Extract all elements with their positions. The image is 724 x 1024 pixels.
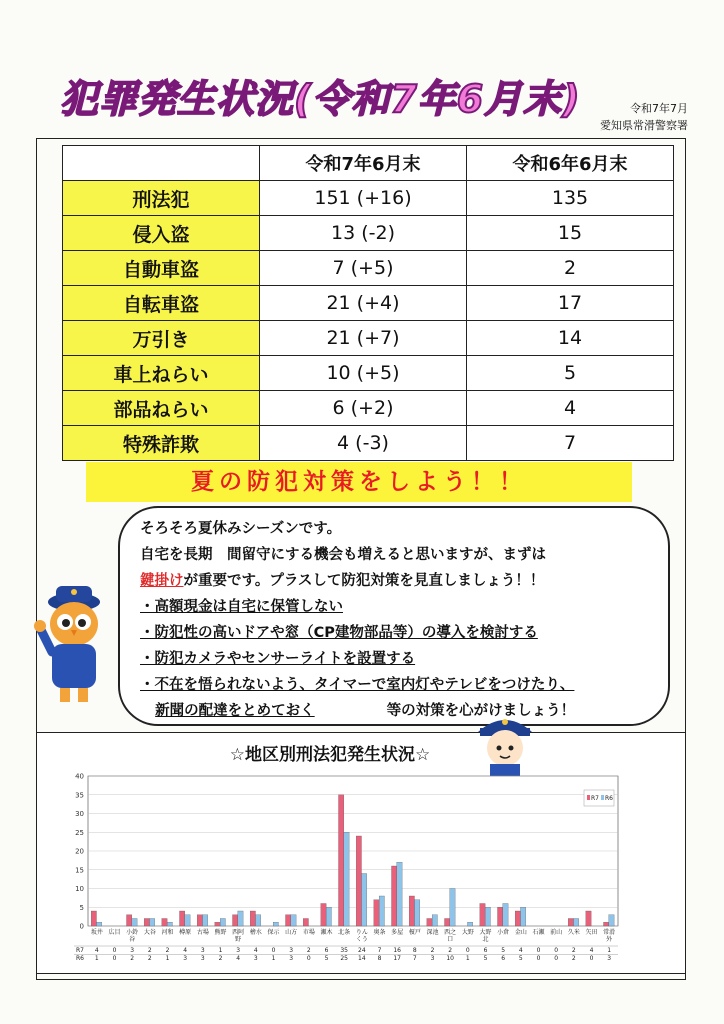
- data-label: 0: [554, 955, 559, 962]
- lock-keyword: 鍵掛け: [140, 573, 184, 589]
- data-label: 1: [218, 947, 223, 954]
- x-tick-label: 深池: [426, 929, 439, 936]
- x-tick-label: 多屋: [391, 929, 404, 936]
- data-label: 0: [306, 955, 311, 962]
- x-tick-label: 小倉: [497, 929, 510, 936]
- x-tick-label: 河和: [161, 929, 174, 936]
- x-tick-label: 奥条: [373, 929, 386, 936]
- bar-r7: [321, 904, 326, 927]
- bar-r7: [144, 919, 149, 927]
- x-tick-label: 坂井: [90, 929, 103, 936]
- summer-banner: 夏の防犯対策をしよう！！: [86, 462, 632, 502]
- data-label: 0: [271, 947, 276, 954]
- data-label: 3: [253, 955, 258, 962]
- data-label: 16: [393, 947, 401, 954]
- bar-r7: [215, 922, 220, 926]
- y-tick-label: 40: [75, 772, 84, 781]
- x-tick-label: 石瀬: [532, 929, 545, 936]
- crime-category: 車上ねらい: [63, 356, 260, 391]
- data-label: 4: [236, 955, 241, 962]
- r7-count: 4 (-3): [260, 426, 467, 461]
- data-label: 6: [483, 947, 488, 954]
- issue-date: 令和7年7月: [630, 102, 688, 115]
- data-label: 4: [253, 947, 258, 954]
- data-label: 0: [536, 947, 541, 954]
- data-label: 17: [393, 955, 401, 962]
- data-label: 0: [554, 947, 559, 954]
- data-label: 1: [165, 955, 170, 962]
- data-row-label: R6: [76, 955, 84, 962]
- advice-bullet: ・防犯カメラやセンサーライトを設置する: [140, 651, 416, 667]
- x-tick-label: 矢田: [585, 929, 598, 936]
- r7-count: 151 (+16): [260, 181, 467, 216]
- crime-category: 自動車盗: [63, 251, 260, 286]
- x-tick-label: 北条: [338, 929, 351, 936]
- police-owl-mascot-icon: [34, 572, 114, 712]
- data-label: 1: [465, 955, 470, 962]
- crime-category: 万引き: [63, 321, 260, 356]
- y-tick-label: 35: [75, 791, 84, 800]
- r7-count: 13 (-2): [260, 216, 467, 251]
- bar-r6: [96, 922, 101, 926]
- x-tick-label: 西阿野: [232, 929, 245, 943]
- bar-r6: [238, 911, 243, 926]
- advice-text: 新聞の配達をとめておく: [155, 703, 315, 719]
- x-tick-label: 大野北: [479, 929, 492, 943]
- data-label: 0: [589, 955, 594, 962]
- page-title: 犯罪発生状況(令和7年6月末): [60, 77, 581, 121]
- data-label: 2: [165, 947, 170, 954]
- table-header-row: [63, 146, 674, 181]
- y-tick-label: 10: [75, 885, 84, 893]
- x-tick-label: 瀬木: [320, 929, 333, 936]
- x-tick-label: 榎戸: [408, 929, 421, 936]
- header-blank-cell: [63, 146, 260, 181]
- bar-r6: [503, 904, 508, 927]
- data-label: 3: [289, 947, 294, 954]
- y-tick-label: 30: [75, 810, 84, 818]
- bar-r7: [250, 911, 255, 926]
- data-label: 6: [324, 947, 329, 954]
- data-label: 24: [358, 947, 366, 954]
- bar-r6: [273, 922, 278, 926]
- data-label: 0: [112, 947, 117, 954]
- header-r7: 令和7年6月末: [260, 146, 467, 181]
- legend-label: R7: [591, 795, 599, 802]
- x-tick-label: 西之口: [444, 929, 457, 943]
- r7-count: 6 (+2): [260, 391, 467, 426]
- bar-r7: [233, 915, 238, 926]
- x-tick-label: 小鈴谷: [126, 929, 139, 943]
- bar-r6: [167, 922, 172, 926]
- data-label: 4: [183, 947, 188, 954]
- r6-count: 14: [467, 321, 674, 356]
- issuer-block: [600, 100, 688, 134]
- data-label: 1: [94, 955, 99, 962]
- message-line: そろそろ夏休みシーズンです。: [140, 521, 342, 537]
- data-label: 1: [271, 955, 276, 962]
- bar-r6: [609, 915, 614, 926]
- bar-r7: [356, 836, 361, 926]
- data-label: 2: [430, 947, 435, 954]
- data-label: 3: [130, 947, 135, 954]
- legend-swatch: [601, 795, 604, 800]
- r6-count: 2: [467, 251, 674, 286]
- table-row: [63, 356, 674, 391]
- data-label: 3: [183, 955, 188, 962]
- data-label: 4: [589, 947, 594, 954]
- bar-r6: [149, 919, 154, 927]
- data-label: 2: [571, 947, 576, 954]
- bar-r7: [586, 911, 591, 926]
- bar-r6: [361, 874, 366, 927]
- bar-r6: [432, 915, 437, 926]
- x-tick-label: 古場: [196, 929, 209, 936]
- y-tick-label: 25: [75, 828, 84, 837]
- bar-r7: [427, 919, 432, 927]
- x-tick-label: 檜水: [249, 929, 262, 936]
- x-tick-label: 保示: [267, 929, 280, 936]
- bar-r7: [498, 907, 503, 926]
- bar-r7: [445, 919, 450, 927]
- table-row: [63, 391, 674, 426]
- crime-stats-table: [62, 145, 674, 461]
- table-row: [63, 321, 674, 356]
- x-tick-label: 前山: [550, 929, 563, 936]
- r6-count: 135: [467, 181, 674, 216]
- bar-r7: [480, 904, 485, 927]
- y-tick-label: 15: [75, 866, 84, 875]
- data-label: 3: [200, 947, 205, 954]
- advice-bullet: ・防犯性の高いドアや窓（CP建物部品等）の導入を検討する: [140, 625, 538, 641]
- data-label: 3: [430, 955, 435, 962]
- bar-r7: [392, 866, 397, 926]
- bar-r7: [303, 919, 308, 927]
- bar-r6: [573, 919, 578, 927]
- x-tick-label: 常滑外: [603, 929, 616, 943]
- bar-r7: [515, 911, 520, 926]
- bar-r6: [379, 896, 384, 926]
- data-label: 4: [94, 947, 99, 954]
- bar-r7: [286, 915, 291, 926]
- table-row: [63, 426, 674, 461]
- bar-r6: [132, 919, 137, 927]
- bar-r6: [520, 907, 525, 926]
- r6-count: 17: [467, 286, 674, 321]
- data-label: 7: [377, 947, 382, 954]
- advice-message: [140, 516, 660, 724]
- advice-text: 等の対策を心がけましょう！: [386, 703, 576, 719]
- bar-r6: [326, 907, 331, 926]
- bar-r6: [414, 900, 419, 926]
- data-label: 2: [130, 955, 135, 962]
- data-label: 8: [412, 947, 417, 954]
- r6-count: 7: [467, 426, 674, 461]
- r6-count: 4: [467, 391, 674, 426]
- data-label: 2: [306, 947, 311, 954]
- crime-category: 自転車盗: [63, 286, 260, 321]
- data-label: 3: [607, 955, 612, 962]
- bar-r7: [604, 922, 609, 926]
- data-label: 3: [200, 955, 205, 962]
- crime-category: 侵入盗: [63, 216, 260, 251]
- data-label: 25: [340, 955, 348, 962]
- r7-count: 10 (+5): [260, 356, 467, 391]
- y-tick-label: 20: [75, 847, 84, 856]
- legend-swatch: [587, 795, 590, 800]
- x-tick-label: 広目: [108, 929, 121, 936]
- data-label: 2: [448, 947, 453, 954]
- r7-count: 7 (+5): [260, 251, 467, 286]
- bar-r6: [202, 915, 207, 926]
- advice-bullet: ・高額現金は自宅に保管しない: [140, 599, 343, 615]
- r7-count: 21 (+7): [260, 321, 467, 356]
- bar-r7: [162, 919, 167, 927]
- message-line: 自宅を長期 間留守にする機会も増えると思いますが、まずは: [140, 547, 546, 563]
- y-tick-label: 5: [79, 903, 84, 912]
- advice-bullet: [140, 698, 660, 724]
- bar-r7: [409, 896, 414, 926]
- district-crime-chart: [40, 768, 670, 968]
- data-row-label: R7: [76, 947, 84, 954]
- x-tick-label: りんくう: [355, 929, 368, 943]
- r7-count: 21 (+4): [260, 286, 467, 321]
- data-label: 5: [518, 955, 523, 962]
- table-row: [63, 216, 674, 251]
- data-label: 2: [218, 955, 223, 962]
- data-label: 0: [536, 955, 541, 962]
- r6-count: 15: [467, 216, 674, 251]
- x-tick-label: 樽原: [179, 929, 192, 936]
- data-label: 5: [501, 947, 506, 954]
- bar-r7: [339, 795, 344, 926]
- bar-r7: [568, 919, 573, 927]
- message-line: [140, 568, 660, 594]
- bar-r6: [255, 915, 260, 926]
- bar-r7: [374, 900, 379, 926]
- data-label: 7: [412, 955, 417, 962]
- data-label: 5: [324, 955, 329, 962]
- table-row: [63, 286, 674, 321]
- data-label: 5: [483, 955, 488, 962]
- data-label: 8: [377, 955, 382, 962]
- table-row: [63, 181, 674, 216]
- x-tick-label: 市場: [302, 929, 315, 936]
- data-label: 0: [465, 947, 470, 954]
- x-tick-label: 熊野: [214, 929, 227, 936]
- crime-category: 刑法犯: [63, 181, 260, 216]
- data-label: 14: [358, 955, 366, 962]
- data-label: 4: [518, 947, 523, 954]
- data-label: 10: [446, 955, 454, 962]
- data-label: 6: [501, 955, 506, 962]
- bar-r6: [291, 915, 296, 926]
- bar-r7: [91, 911, 96, 926]
- district-section-title: ☆地区別刑法犯発生状況☆: [229, 745, 431, 765]
- data-label: 2: [147, 947, 152, 954]
- r6-count: 5: [467, 356, 674, 391]
- data-label: 1: [607, 947, 612, 954]
- legend-label: R6: [605, 795, 613, 802]
- bar-r7: [197, 915, 202, 926]
- bar-r6: [344, 832, 349, 926]
- data-label: 0: [112, 955, 117, 962]
- advice-bullet: ・不在を悟られないよう、タイマーで室内灯やテレビをつけたり、: [140, 677, 575, 693]
- data-label: 2: [571, 955, 576, 962]
- crime-category: 特殊詐欺: [63, 426, 260, 461]
- data-label: 35: [340, 947, 348, 954]
- bar-r7: [180, 911, 185, 926]
- x-tick-label: 金山: [514, 929, 527, 936]
- bar-r6: [397, 862, 402, 926]
- x-tick-label: 山方: [285, 929, 298, 936]
- message-text: が重要です。プラスして防犯対策を見直しましょう！！: [183, 573, 545, 589]
- x-tick-label: 久米: [567, 929, 580, 936]
- x-tick-label: 大野: [461, 929, 474, 936]
- bar-r7: [127, 915, 132, 926]
- bar-r6: [220, 919, 225, 927]
- data-label: 3: [289, 955, 294, 962]
- header-r6: 令和6年6月末: [467, 146, 674, 181]
- data-label: 2: [147, 955, 152, 962]
- issuing-office: 愛知県常滑警察署: [600, 119, 688, 132]
- table-row: [63, 251, 674, 286]
- bar-r6: [467, 922, 472, 926]
- data-label: 3: [236, 947, 241, 954]
- bar-r6: [185, 915, 190, 926]
- bar-r6: [485, 907, 490, 926]
- y-tick-label: 0: [79, 922, 84, 931]
- crime-category: 部品ねらい: [63, 391, 260, 426]
- x-tick-label: 大谷: [143, 929, 156, 936]
- bar-r6: [450, 889, 455, 927]
